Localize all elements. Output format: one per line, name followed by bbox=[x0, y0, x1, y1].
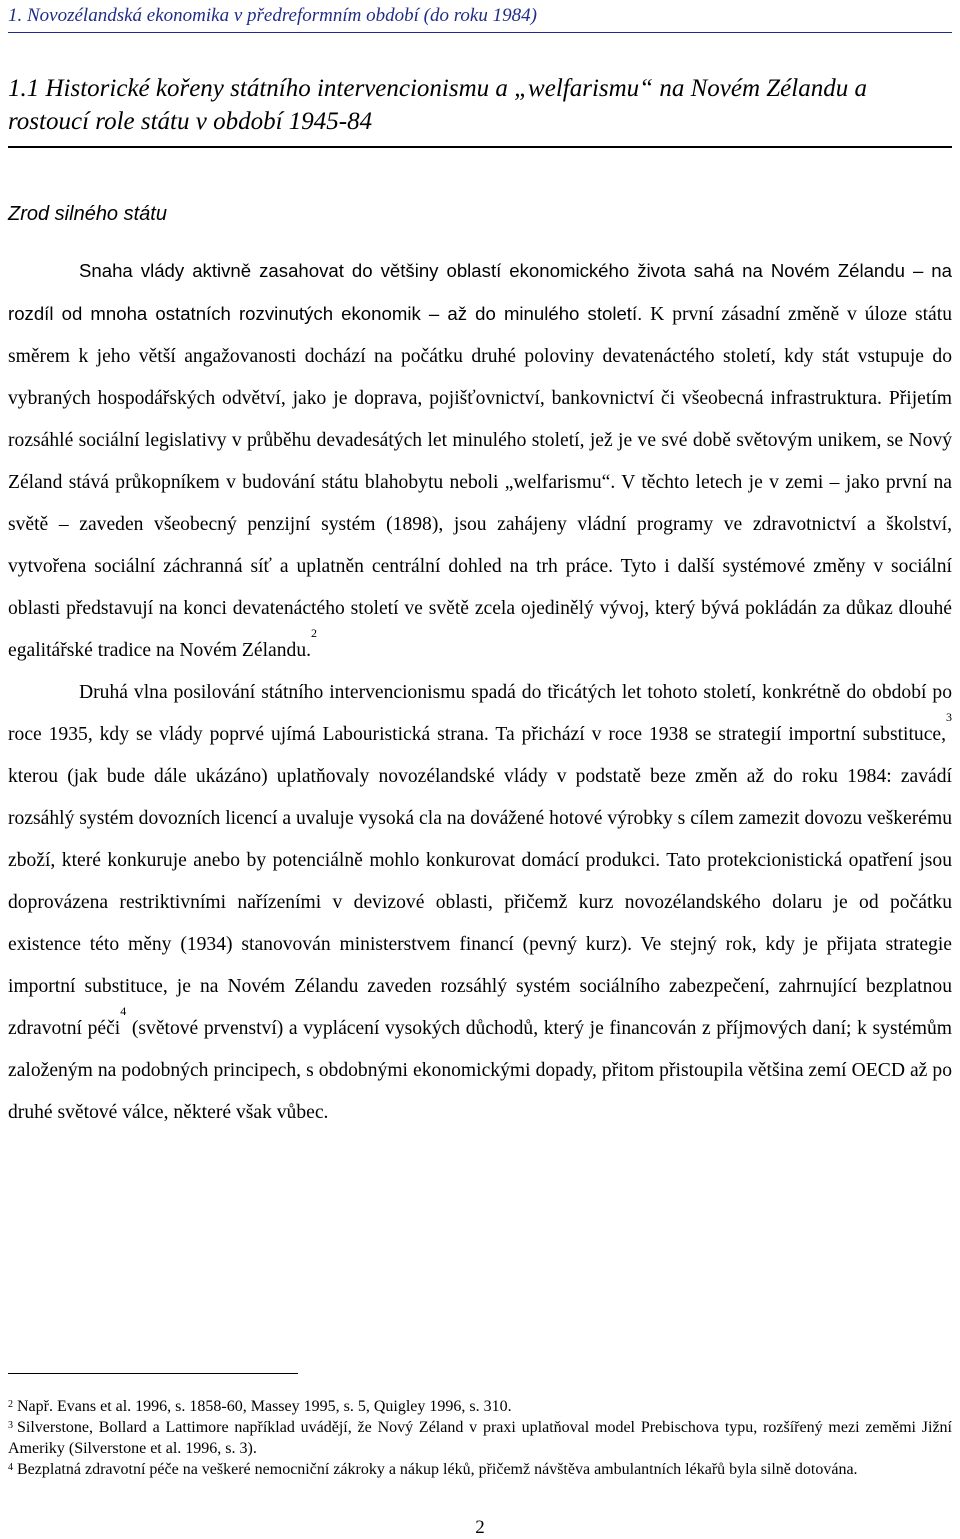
footnote-ref[interactable]: 2 bbox=[311, 626, 318, 640]
footnote-ref[interactable]: 3 bbox=[946, 710, 952, 724]
footnote bbox=[8, 1396, 952, 1417]
footnote-text: Bezplatná zdravotní péče na veškeré nemocniční zákroky a nákup léků, přičemž návštěva ambulantních lékařů byla silně dotována. bbox=[17, 1461, 858, 1478]
subsection-heading: Zrod silného státu bbox=[8, 203, 167, 225]
footnote-text: Např. Evans et al. 1996, s. 1858-60, Massey 1995, s. 5, Quigley 1996, s. 310. bbox=[17, 1398, 512, 1415]
footnote-ref[interactable]: 4 bbox=[120, 1004, 127, 1018]
section-heading bbox=[8, 72, 952, 148]
paragraph-text: K první zásadní změně v úloze státu směrem k jeho větší angažovanosti dochází na počátku druhé poloviny devatenáctého století, kdy stát vstupuje do vybraných hospodářských odvětví, jako je doprava, pojišťovnictví, bankovnictví či všeobecná infrastruktura. Přijetím rozsáhlé sociální legislativy v průběhu devadesátých let minulého století, jež je ve své době světovým unikem, se Nový Zéland stává průkopníkem v budování státu blahobytu neboli „welfarismu“. V těchto letech je v zemi – jako první na světě – zaveden všeobecný penzijní systém (1898), jsou zahájeny vládní programy ve zdravotnictví a školství, vytvořena sociální záchranná síť a uplatněn centrální dohled na trh práce. Tyto i další systémové změny v sociální oblasti představují na konci devatenáctého století ve světě zcela ojedinělý vývoj, který bývá pokládán za důkaz dlouhé egalitářské tradice na Novém Zélandu. bbox=[8, 304, 952, 661]
paragraph-1 bbox=[8, 250, 952, 672]
page-number: 2 bbox=[475, 1517, 485, 1538]
footnote bbox=[8, 1417, 952, 1459]
paragraph-2 bbox=[8, 672, 952, 1134]
footnote bbox=[8, 1459, 952, 1480]
chapter-header bbox=[8, 4, 952, 33]
paragraph-text: kterou (jak bude dále ukázáno) uplatňovaly novozélandské vlády v podstatě beze změn až do roku 1984: zavádí rozsáhlý systém dovozních licencí a uvaluje vysoká cla na dovážené hotové výrobky s cílem zamezit dovozu veškerému zboží, které konkuruje anebo by potenciálně mohlo konkurovat domácí produkci. Tato protekcionistická opatření jsou doprovázena restriktivními nařízeními v devizové oblasti, přičemž kurz novozélandského dolaru je od počátku existence této měny (1934) stanovován ministerstvem financí (pevný kurz). Ve stejný rok, kdy je přijata strategie importní substituce, je na Novém Zélandu zaveden rozsáhlý systém sociálního zabezpečení, zahrnující bezplatnou zdravotní péči bbox=[8, 766, 952, 1039]
footnote-number: 4 bbox=[8, 1462, 13, 1473]
footnote-separator bbox=[8, 1373, 298, 1374]
paragraph-lead: Snaha vlády aktivně zasahovat do většiny oblastí ekonomického života sahá na Novém Zélandu – na rozdíl od mnoha ostatních rozvinutých ekonomik – až do minulého století. bbox=[8, 260, 952, 324]
chapter-title: 1. Novozélandská ekonomika v předreformním období (do roku 1984) bbox=[8, 5, 537, 26]
footnote-number: 2 bbox=[8, 1399, 13, 1410]
footnote-number: 3 bbox=[8, 1420, 13, 1431]
body-text-block bbox=[8, 250, 952, 1134]
section-title: 1.1 Historické kořeny státního intervencionismu a „welfarismu“ na Novém Zélandu a rostoucí role státu v období 1945-84 bbox=[8, 75, 867, 135]
footnote-text: Silverstone, Bollard a Lattimore například uvádějí, že Nový Zéland v praxi uplatňoval model Prebischova typu, rozšířený mezi zeměmi Jižní Ameriky (Silverstone et al. 1996, s. 3). bbox=[8, 1419, 952, 1457]
paragraph-text: (světové prvenství) a vyplácení vysokých důchodů, který je financován z příjmových daní; k systémům založeným na podobných principech, s obdobnými ekonomickými dopady, přitom přistoupila většina zemí OECD až po druhé světové válce, některé však vůbec. bbox=[8, 1018, 952, 1123]
footnotes bbox=[8, 1396, 952, 1480]
paragraph-text: Druhá vlna posilování státního intervencionismu spadá do třicátých let tohoto století, konkrétně do období po roce 1935, kdy se vlády poprvé ujímá Labouristická strana. Ta přichází v roce 1938 se strategií importní substituce, bbox=[8, 682, 952, 745]
